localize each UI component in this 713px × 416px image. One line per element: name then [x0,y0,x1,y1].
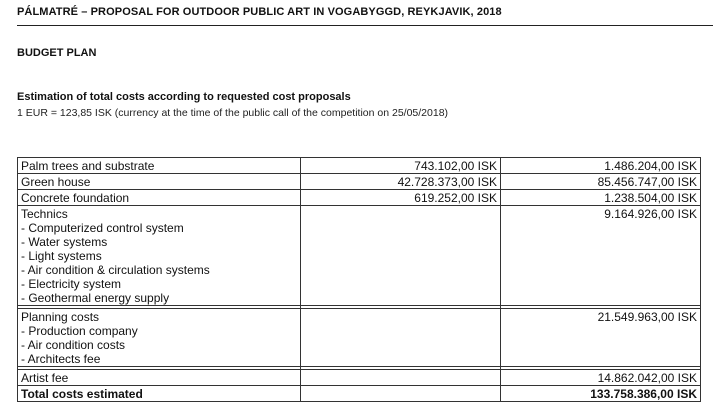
row-total: 1.486.204,00 ISK [501,158,701,174]
section-title: BUDGET PLAN [17,47,97,59]
sub-item: - Water systems [21,235,108,249]
row-amount [301,309,501,367]
sub-item: - Architects fee [21,352,101,366]
row-label: Concrete foundation [18,190,301,206]
row-total: 1.238.504,00 ISK [501,190,701,206]
sub-item: - Light systems [21,249,102,263]
total-label: Total costs estimated [18,386,301,402]
row-label-cell [18,206,301,306]
row-label: Palm trees and substrate [18,158,301,174]
sub-item: - Air condition & circulation systems [21,263,210,277]
total-amount-empty [301,386,501,402]
table-row [18,309,701,367]
budget-table [17,157,701,402]
row-amount [301,206,501,306]
row-amount: 619.252,00 ISK [301,190,501,206]
table-row [18,190,701,206]
row-total: 14.862.042,00 ISK [501,370,701,386]
row-total: 9.164.926,00 ISK [501,206,701,306]
sub-item: - Production company [21,324,138,338]
total-row [18,386,701,402]
row-amount: 42.728.373,00 ISK [301,174,501,190]
row-label: Green house [18,174,301,190]
sub-item: - Geothermal energy supply [21,291,170,305]
row-label: Planning costs [21,310,100,324]
row-total: 21.549.963,00 ISK [501,309,701,367]
title-divider [17,25,713,26]
exchange-rate-note: 1 EUR = 123,85 ISK (currency at the time of the public call of the competition on 25/05/2018) [17,107,449,119]
row-label-cell [18,309,301,367]
sub-item: - Computerized control system [21,221,184,235]
table-row [18,158,701,174]
page-title: PÁLMATRÉ – PROPOSAL FOR OUTDOOR PUBLIC ART IN VOGABYGGD, REYKJAVIK, 2018 [17,6,502,18]
sub-item: - Electricity system [21,277,122,291]
sub-item: - Air condition costs [21,338,126,352]
table-row [18,174,701,190]
row-total: 85.456.747,00 ISK [501,174,701,190]
table-row [18,370,701,386]
total-value: 133.758.386,00 ISK [501,386,701,402]
row-amount: 743.102,00 ISK [301,158,501,174]
estimate-heading: Estimation of total costs according to requested cost proposals [17,91,351,103]
row-label: Artist fee [18,370,301,386]
row-label: Technics [21,207,68,221]
table-row [18,206,701,306]
row-amount [301,370,501,386]
